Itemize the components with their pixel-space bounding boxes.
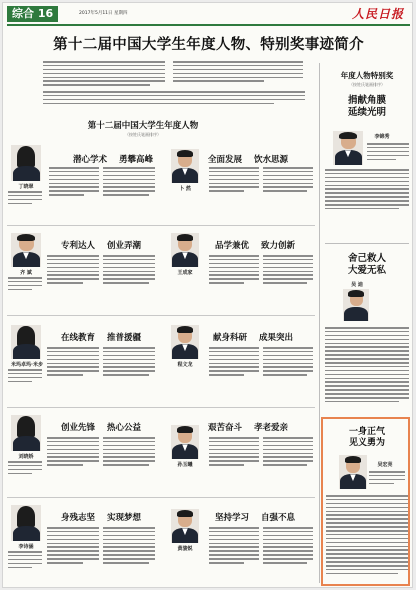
- row-divider: [7, 225, 315, 226]
- row-divider: [7, 407, 315, 408]
- person-name: 卜 然: [179, 186, 191, 192]
- profile-text: [263, 527, 313, 566]
- row-divider: [7, 315, 315, 316]
- portrait-photo: [171, 149, 199, 183]
- profile-headline: 献身科研 成果突出: [213, 333, 294, 343]
- profile-text: [49, 167, 99, 198]
- person-name: 米玛卓玛·米步: [11, 362, 43, 368]
- portrait-photo: [171, 233, 199, 267]
- page-title: 第十二届中国大学生年度人物、特别奖事迹简介: [53, 37, 364, 53]
- person-name: 刘晓娇: [18, 454, 34, 460]
- profile-text: [263, 437, 313, 468]
- profile-text: [8, 277, 42, 293]
- profile-text: [209, 167, 259, 194]
- portrait-photo: [11, 415, 41, 451]
- section-subtitle-note: （按姓氏笔画排序）: [125, 132, 161, 137]
- section-tag: 综合 16: [7, 6, 58, 22]
- profile-text: [47, 347, 99, 378]
- special-award-text: [325, 327, 409, 405]
- person-name: 王成家: [177, 270, 193, 276]
- newspaper-page: [2, 2, 413, 588]
- profile-text: [103, 255, 155, 286]
- portrait-photo: [333, 131, 363, 165]
- profile-text: [209, 255, 259, 286]
- page-header: [3, 3, 413, 25]
- portrait-photo: [171, 425, 199, 459]
- portrait-photo: [11, 505, 41, 541]
- portrait-photo: [11, 325, 41, 359]
- person-name: 李锦秀: [374, 134, 390, 140]
- person-name: 程文龙: [177, 362, 193, 368]
- special-award-text: [367, 143, 409, 162]
- profile-headline: 创业先锋 热心公益: [61, 423, 142, 433]
- special-award-text: [325, 169, 409, 212]
- profile-text: [8, 369, 42, 385]
- profile-headline: 品学兼优 致力创新: [215, 241, 296, 251]
- profile-text: [47, 527, 99, 566]
- sidebar-divider: [319, 63, 320, 583]
- profile-text: [263, 347, 313, 378]
- profile-text: [8, 191, 42, 207]
- profile-text: [209, 437, 259, 468]
- portrait-photo: [11, 145, 41, 181]
- profile-text: [103, 527, 155, 566]
- person-name: 吴 迪: [351, 282, 363, 288]
- profile-text: [209, 527, 259, 566]
- portrait-photo: [339, 455, 367, 489]
- row-divider: [7, 497, 315, 498]
- profile-headline: 全面发展 饮水思源: [208, 155, 289, 165]
- profile-headline: 坚持学习 自强不息: [215, 513, 296, 523]
- masthead-logo: 人民日报: [351, 7, 404, 21]
- profile-text: [8, 551, 42, 570]
- profile-text: [209, 347, 259, 378]
- profile-text: [47, 437, 99, 468]
- portrait-photo: [343, 289, 369, 321]
- header-rule: [7, 24, 410, 26]
- intro-text-middle: [173, 61, 303, 84]
- profile-headline: 艰苦奋斗 孝老爱亲: [208, 423, 289, 433]
- intro-text-right: [43, 91, 305, 107]
- portrait-photo: [171, 509, 199, 543]
- profile-headline: 潜心学术 勇攀高峰: [73, 155, 154, 165]
- intro-text-left: [43, 61, 165, 88]
- issue-date: 2017年5月11日 星期四: [79, 11, 128, 16]
- profile-text: [103, 437, 155, 468]
- sidebar-item-divider: [325, 243, 409, 244]
- section-subtitle: 第十二届中国大学生年度人物: [87, 121, 199, 131]
- profile-text: [263, 167, 313, 194]
- profile-text: [8, 461, 42, 477]
- person-name: 孙玉曦: [177, 462, 193, 468]
- portrait-photo: [11, 233, 41, 267]
- profile-text: [103, 167, 155, 198]
- person-name: 齐 斌: [20, 270, 32, 276]
- profile-text: [103, 347, 155, 378]
- special-award-text: [369, 471, 405, 487]
- profile-text: [263, 255, 313, 286]
- special-award-headline: 一身正气 见义勇为: [348, 427, 385, 449]
- person-name: 吴宏亮: [377, 462, 393, 468]
- person-name: 黄骏锐: [177, 546, 193, 552]
- profile-text: [47, 255, 99, 286]
- portrait-photo: [171, 325, 199, 359]
- person-name: 丁晓翠: [18, 184, 34, 190]
- special-award-headline: 舍己救人 大爱无私: [347, 253, 386, 276]
- profile-headline: 在线教育 推普援疆: [61, 333, 142, 343]
- person-name: 李诗涵: [18, 544, 34, 550]
- special-award-text: [326, 495, 408, 577]
- profile-headline: 身残志坚 实现梦想: [61, 513, 142, 523]
- sidebar-title-note: （按姓氏笔画排序）: [349, 82, 385, 87]
- sidebar-title: 年度人物特别奖: [340, 71, 394, 80]
- special-award-headline: 捐献角膜 延续光明: [347, 95, 386, 118]
- profile-headline: 专利达人 创业弄潮: [61, 241, 142, 251]
